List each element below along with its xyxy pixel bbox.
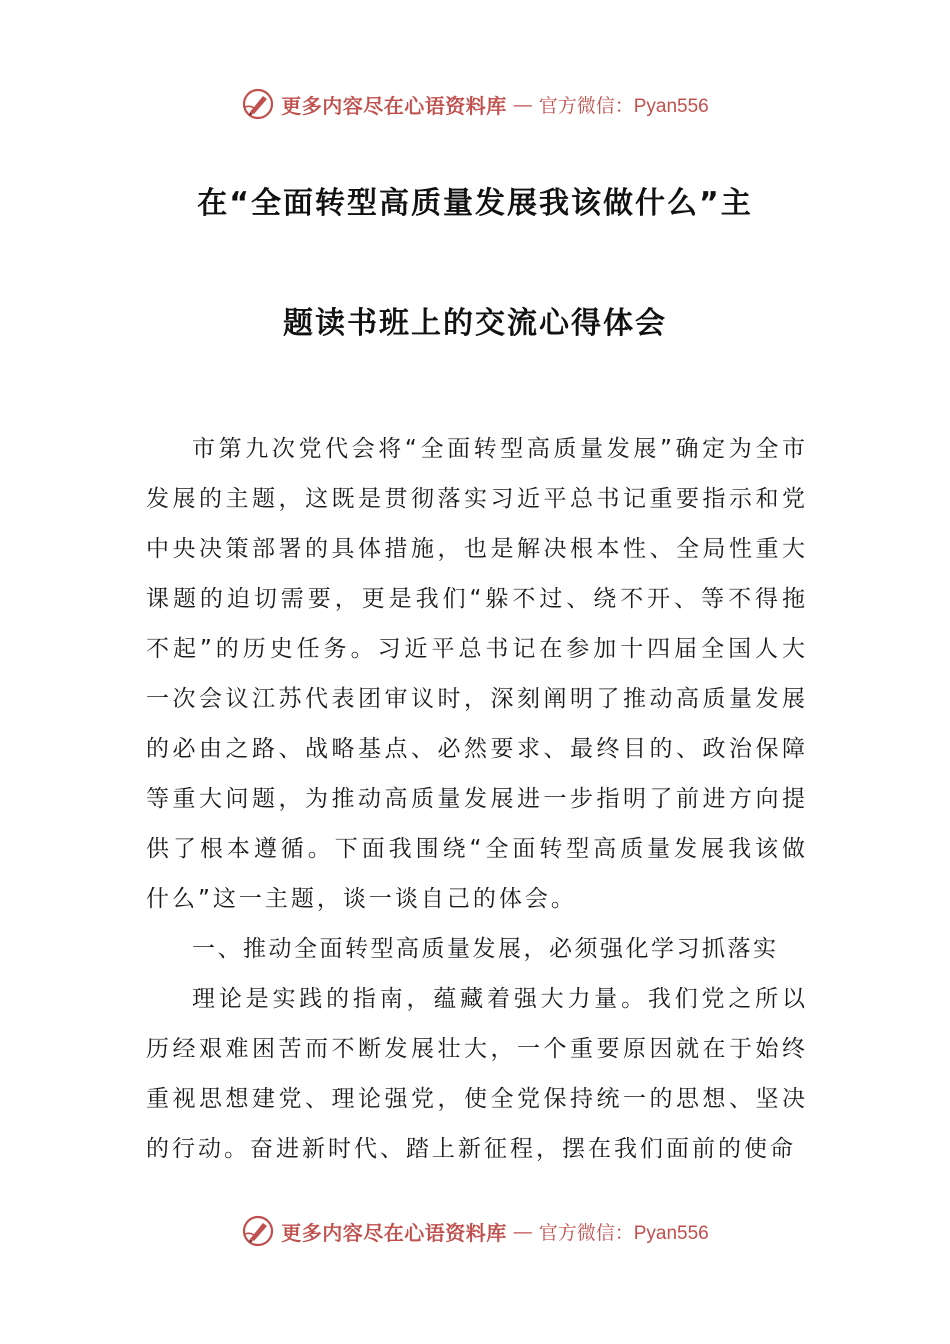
watermark-brand: 更多内容尽在心语资料库 [281,93,507,118]
pen-circle-icon [241,87,275,121]
watermark-brand: 更多内容尽在心语资料库 [281,1220,507,1245]
watermark-contact: 官方微信：Pyan556 [538,95,709,117]
header-watermark [0,84,950,124]
body-paragraph: 理论是实践的指南，蕴藏着强大力量。我们党之所以历经艰难困苦而不断发展壮大，一个重要原因就在于始终重视思想建党、理论强党，使全党保持统一的思想、坚决的行动。奋进新时代、踏上新征程，摆在我们面前的使命 [146,986,808,1162]
section-heading: 一、推动全面转型高质量发展，必须强化学习抓落实 [192,936,779,962]
watermark-separator: — [512,1219,533,1243]
document-body [146,424,808,1174]
watermark-contact: 官方微信：Pyan556 [538,1222,709,1244]
footer-watermark [0,1211,950,1251]
watermark-separator: — [512,92,533,116]
pen-circle-icon [241,1214,275,1248]
document-title-line-2: 题读书班上的交流心得体会 [283,306,667,341]
document-title-line-1: 在“全面转型高质量发展我该做什么”主 [197,186,753,221]
body-paragraph: 市第九次党代会将“全面转型高质量发展”确定为全市发展的主题，这既是贯彻落实习近平总书记重要指示和党中央决策部署的具体措施，也是解决根本性、全局性重大课题的迫切需要，更是我们“躲不过、绕不开、等不得拖不起”的历史任务。习近平总书记在参加十四届全国人大一次会议江苏代表团审议时，深刻阐明了推动高质量发展的必由之路、战略基点、必然要求、最终目的、政治保障等重大问题，为推动高质量发展进一步指明了前进方向提供了根本遵循。下面我围绕“全面转型高质量发展我该做什么”这一主题，谈一谈自己的体会。 [146,436,808,912]
